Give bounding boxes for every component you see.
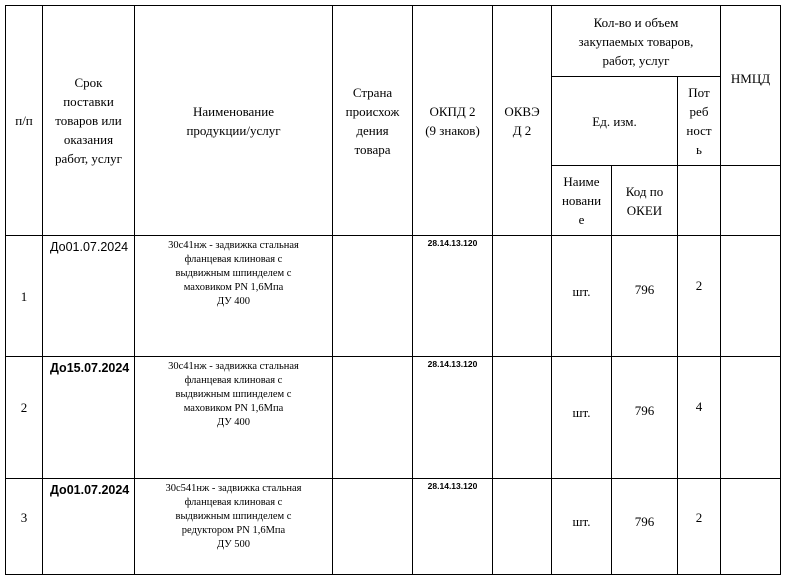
row-1-need: 2 xyxy=(695,277,703,293)
row-1-term-date: 01.07.2024 xyxy=(65,240,129,254)
row-2-name: 30с41нж - задвижка стальная фланцевая клиновая с выдвижным шпинделем с маховиком PN 1,6Мпа ДУ 400 xyxy=(168,361,299,428)
header-country: Страна происхож дения товара xyxy=(345,84,400,157)
header-term: Срок поставки товаров или оказания работ, услуг xyxy=(54,75,122,166)
header-name: Наименование продукции/услуг xyxy=(186,103,281,138)
row-1-name: 30с41нж - задвижка стальная фланцевая клиновая с выдвижным шпинделем с маховиком PN 1,6Мпа ДУ 400 xyxy=(168,240,299,307)
table-border-right xyxy=(780,5,781,575)
row-1-num: 1 xyxy=(20,288,28,304)
header-okei: Код по ОКЕИ xyxy=(625,183,664,218)
row-1-okei: 796 xyxy=(634,281,655,297)
row-3-okpd: 28.14.13.120 xyxy=(427,480,478,491)
row-3-num: 3 xyxy=(20,509,28,525)
header-unit-group: Ед. изм. xyxy=(592,113,637,129)
header-qty-group: Кол-во и объем закупаемых товаров, работ, услуг xyxy=(578,14,694,68)
row-2-unit: шт. xyxy=(572,404,591,420)
row-3-need: 2 xyxy=(695,509,703,525)
row-2-num: 2 xyxy=(20,399,28,415)
row-3-term xyxy=(50,479,134,539)
row-2-okpd: 28.14.13.120 xyxy=(427,358,478,369)
header-okved: ОКВЭ Д 2 xyxy=(504,103,540,138)
row-3-okei: 796 xyxy=(634,513,655,529)
row-1-term-prefix: До xyxy=(50,240,66,254)
row-1-okpd: 28.14.13.120 xyxy=(427,237,478,248)
header-need: Пот реб ност ь xyxy=(686,85,712,157)
row-1-unit: шт. xyxy=(572,283,591,299)
row-2-term-prefix: До xyxy=(50,361,67,375)
row-2-need: 4 xyxy=(695,398,703,414)
row-3-term-prefix: До xyxy=(50,483,67,497)
row-3-term-date: 01.07.2024 xyxy=(66,483,130,497)
header-okpd: ОКПД 2 (9 знаков) xyxy=(425,103,480,138)
header-unit-name: Наиме новани е xyxy=(561,174,602,227)
row-3-name: 30с541нж - задвижка стальная фланцевая клиновая с выдвижным шпинделем с редуктором PN 1,6Мпа ДУ 500 xyxy=(165,483,302,550)
row-1-term xyxy=(50,236,134,296)
row-2-term xyxy=(50,357,134,417)
header-num: п/п xyxy=(15,113,33,128)
header-nmcd: НМЦД xyxy=(730,71,771,86)
table-border-bottom xyxy=(5,574,781,575)
row-3-unit: шт. xyxy=(572,513,591,529)
row-2-okei: 796 xyxy=(634,402,655,418)
row-2-term-date: 15.07.2024 xyxy=(66,361,130,375)
